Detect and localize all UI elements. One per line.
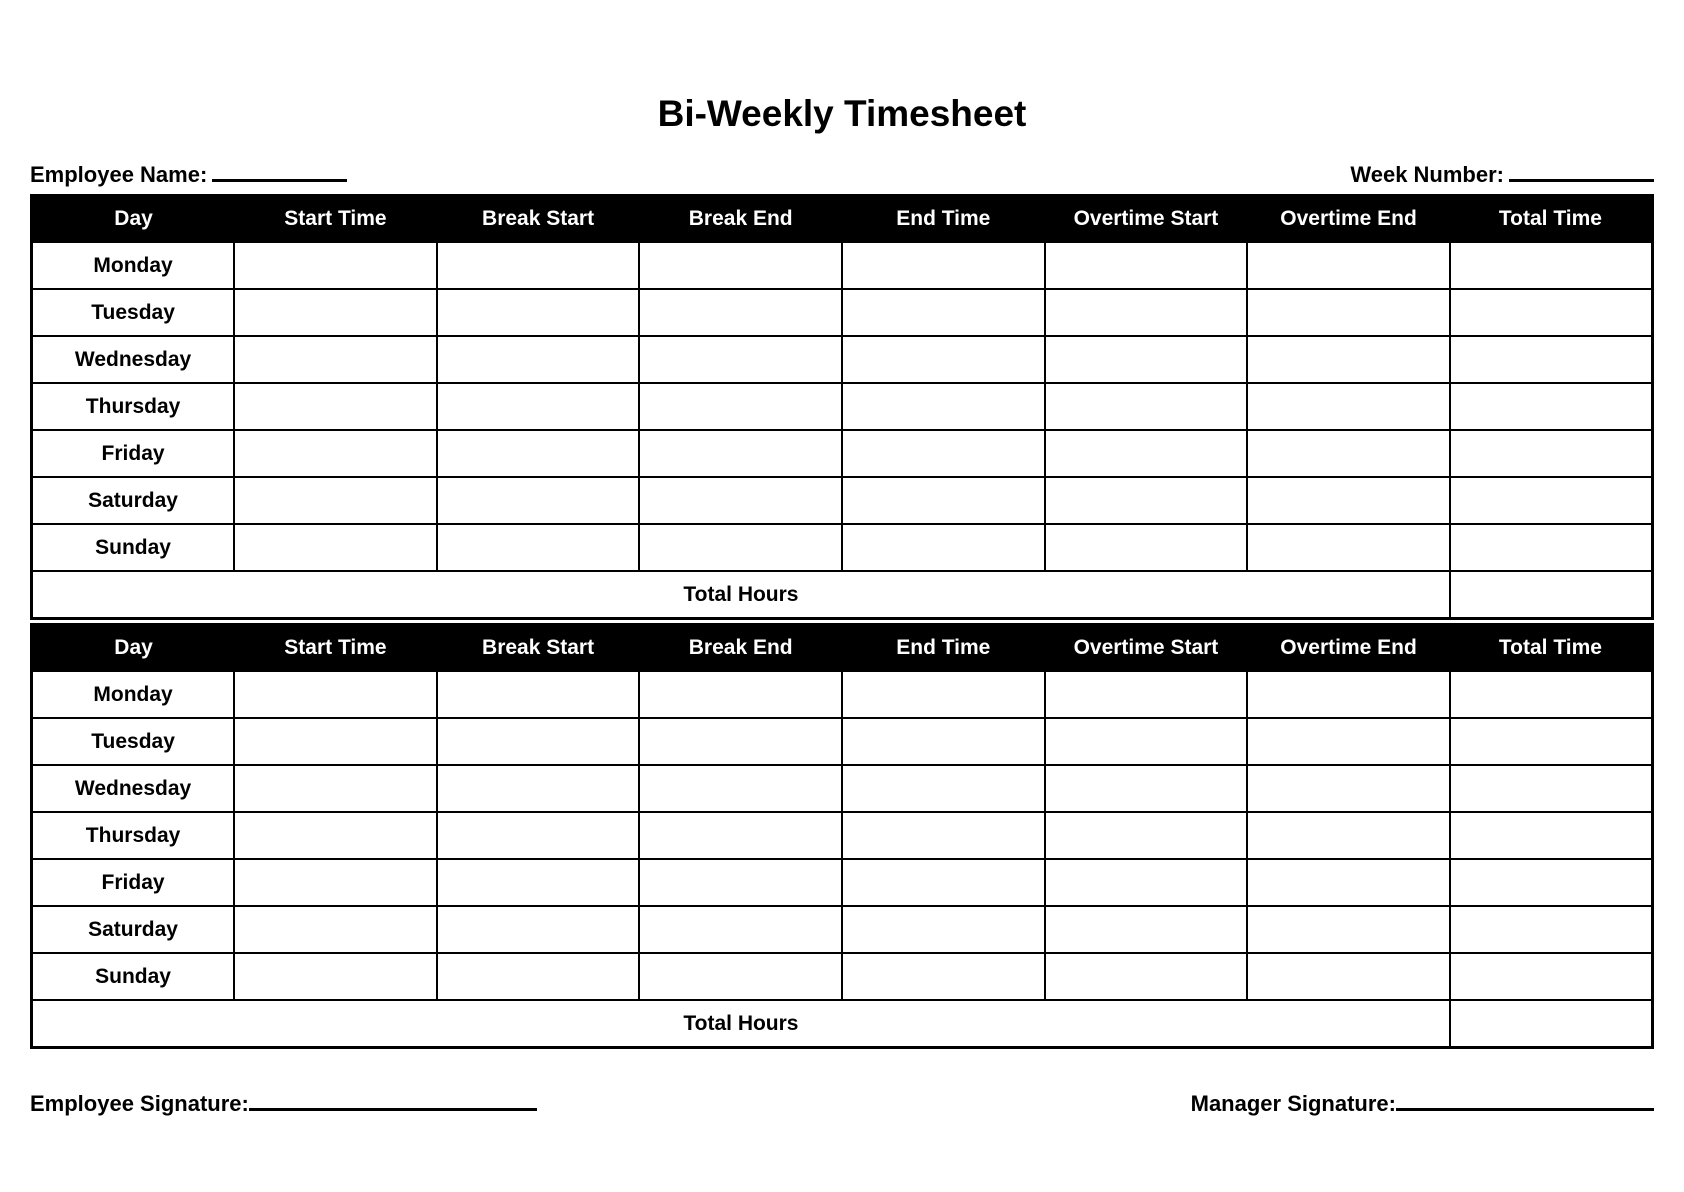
employee-signature-label: Employee Signature:: [30, 1090, 249, 1116]
day-label-tuesday: Tuesday: [32, 289, 235, 336]
time-entry-cell-sunday-total-time[interactable]: [1450, 524, 1653, 571]
time-entry-cell-sunday-total-time[interactable]: [1450, 953, 1653, 1000]
time-entry-cell-wednesday-break-end[interactable]: [639, 765, 842, 812]
manager-signature-input-line[interactable]: [1396, 1107, 1654, 1111]
time-entry-cell-friday-total-time[interactable]: [1450, 430, 1653, 477]
column-header-break-end: Break End: [639, 624, 842, 671]
time-entry-cell-friday-overtime-end[interactable]: [1247, 859, 1450, 906]
day-label-friday: Friday: [32, 859, 235, 906]
time-entry-cell-thursday-overtime-start[interactable]: [1045, 383, 1248, 430]
day-label-tuesday: Tuesday: [32, 718, 235, 765]
time-entry-cell-wednesday-start-time[interactable]: [234, 765, 437, 812]
day-row-sunday: [32, 953, 1653, 1000]
employee-signature-input-line[interactable]: [249, 1107, 537, 1111]
time-entry-cell-monday-break-end[interactable]: [639, 671, 842, 718]
time-entry-cell-thursday-overtime-start[interactable]: [1045, 812, 1248, 859]
time-entry-cell-friday-overtime-start[interactable]: [1045, 430, 1248, 477]
time-entry-cell-saturday-break-start[interactable]: [437, 906, 640, 953]
time-entry-cell-saturday-overtime-start[interactable]: [1045, 906, 1248, 953]
day-label-sunday: Sunday: [32, 953, 235, 1000]
time-entry-cell-thursday-overtime-end[interactable]: [1247, 812, 1450, 859]
time-entry-cell-saturday-break-end[interactable]: [639, 906, 842, 953]
meta-row: [30, 162, 1654, 188]
page-title: Bi-Weekly Timesheet: [657, 93, 1027, 134]
time-entry-cell-thursday-break-start[interactable]: [437, 383, 640, 430]
day-label-thursday: Thursday: [32, 383, 235, 430]
day-row-friday: [32, 859, 1653, 906]
time-entry-cell-tuesday-overtime-end[interactable]: [1247, 718, 1450, 765]
time-entry-cell-monday-break-start[interactable]: [437, 671, 640, 718]
total-hours-label-cell: Total Hours: [32, 1000, 1450, 1047]
time-entry-cell-saturday-start-time[interactable]: [234, 477, 437, 524]
time-entry-cell-friday-break-start[interactable]: [437, 859, 640, 906]
time-entry-cell-saturday-total-time[interactable]: [1450, 477, 1653, 524]
time-entry-cell-friday-end-time[interactable]: [842, 859, 1045, 906]
week-number-label: Week Number:: [1350, 162, 1504, 188]
day-row-saturday: [32, 906, 1653, 953]
employee-name-label: Employee Name:: [30, 162, 208, 188]
time-entry-cell-sunday-break-end[interactable]: [639, 524, 842, 571]
time-entry-cell-wednesday-overtime-end[interactable]: [1247, 765, 1450, 812]
time-entry-cell-sunday-start-time[interactable]: [234, 953, 437, 1000]
column-header-start-time: Start Time: [234, 624, 437, 671]
time-entry-cell-thursday-break-end[interactable]: [639, 812, 842, 859]
time-entry-cell-tuesday-break-start[interactable]: [437, 289, 640, 336]
column-header-total-time: Total Time: [1450, 624, 1653, 671]
time-entry-cell-tuesday-start-time[interactable]: [234, 289, 437, 336]
time-entry-cell-thursday-start-time[interactable]: [234, 812, 437, 859]
employee-name-input-line[interactable]: [212, 178, 347, 182]
time-entry-cell-saturday-end-time[interactable]: [842, 477, 1045, 524]
time-entry-cell-saturday-overtime-end[interactable]: [1247, 906, 1450, 953]
column-header-overtime-start: Overtime Start: [1045, 195, 1248, 242]
time-entry-cell-monday-end-time[interactable]: [842, 671, 1045, 718]
time-entry-cell-monday-end-time[interactable]: [842, 242, 1045, 289]
day-label-friday: Friday: [32, 430, 235, 477]
time-entry-cell-friday-overtime-start[interactable]: [1045, 859, 1248, 906]
timesheet-table-week-2: [30, 623, 1654, 1049]
day-row-thursday: [32, 383, 1653, 430]
time-entry-cell-friday-break-start[interactable]: [437, 430, 640, 477]
day-label-saturday: Saturday: [32, 477, 235, 524]
day-row-friday: [32, 430, 1653, 477]
manager-signature-label: Manager Signature:: [1190, 1090, 1396, 1116]
column-header-overtime-end: Overtime End: [1247, 195, 1450, 242]
header-row: [32, 195, 1653, 242]
time-entry-cell-monday-start-time[interactable]: [234, 242, 437, 289]
total-hours-label-cell: Total Hours: [32, 571, 1450, 618]
time-entry-cell-tuesday-start-time[interactable]: [234, 718, 437, 765]
time-entry-cell-tuesday-break-end[interactable]: [639, 289, 842, 336]
time-entry-cell-thursday-end-time[interactable]: [842, 383, 1045, 430]
column-header-end-time: End Time: [842, 624, 1045, 671]
time-entry-cell-monday-total-time[interactable]: [1450, 242, 1653, 289]
column-header-end-time: End Time: [842, 195, 1045, 242]
time-entry-cell-monday-break-end[interactable]: [639, 242, 842, 289]
time-entry-cell-wednesday-start-time[interactable]: [234, 336, 437, 383]
time-entry-cell-thursday-start-time[interactable]: [234, 383, 437, 430]
time-entry-cell-thursday-total-time[interactable]: [1450, 383, 1653, 430]
day-row-monday: [32, 671, 1653, 718]
time-entry-cell-sunday-break-end[interactable]: [639, 953, 842, 1000]
time-entry-cell-friday-break-end[interactable]: [639, 859, 842, 906]
time-entry-cell-tuesday-end-time[interactable]: [842, 718, 1045, 765]
time-entry-cell-wednesday-end-time[interactable]: [842, 336, 1045, 383]
time-entry-cell-sunday-end-time[interactable]: [842, 524, 1045, 571]
signature-row: [30, 1091, 1654, 1117]
column-header-break-start: Break Start: [437, 195, 640, 242]
time-entry-cell-tuesday-overtime-end[interactable]: [1247, 289, 1450, 336]
time-entry-cell-saturday-end-time[interactable]: [842, 906, 1045, 953]
time-entry-cell-tuesday-total-time[interactable]: [1450, 718, 1653, 765]
time-entry-cell-wednesday-overtime-start[interactable]: [1045, 765, 1248, 812]
day-row-saturday: [32, 477, 1653, 524]
day-row-wednesday: [32, 765, 1653, 812]
time-entry-cell-monday-overtime-start[interactable]: [1045, 671, 1248, 718]
time-entry-cell-friday-total-time[interactable]: [1450, 859, 1653, 906]
header-row: [32, 624, 1653, 671]
employee-name-field: [30, 162, 347, 188]
time-entry-cell-thursday-break-start[interactable]: [437, 812, 640, 859]
time-entry-cell-wednesday-overtime-end[interactable]: [1247, 336, 1450, 383]
total-hours-row: [32, 571, 1653, 618]
total-hours-value-cell[interactable]: [1450, 1000, 1653, 1047]
time-entry-cell-saturday-overtime-end[interactable]: [1247, 477, 1450, 524]
time-entry-cell-saturday-total-time[interactable]: [1450, 906, 1653, 953]
total-hours-value-cell[interactable]: [1450, 571, 1653, 618]
time-entry-cell-monday-overtime-start[interactable]: [1045, 242, 1248, 289]
column-header-day: Day: [32, 195, 235, 242]
time-entry-cell-monday-break-start[interactable]: [437, 242, 640, 289]
time-entry-cell-sunday-break-start[interactable]: [437, 524, 640, 571]
time-entry-cell-wednesday-end-time[interactable]: [842, 765, 1045, 812]
time-entry-cell-tuesday-total-time[interactable]: [1450, 289, 1653, 336]
column-header-break-end: Break End: [639, 195, 842, 242]
time-entry-cell-thursday-end-time[interactable]: [842, 812, 1045, 859]
time-entry-cell-sunday-overtime-end[interactable]: [1247, 953, 1450, 1000]
time-entry-cell-thursday-overtime-end[interactable]: [1247, 383, 1450, 430]
time-entry-cell-sunday-overtime-start[interactable]: [1045, 953, 1248, 1000]
timesheet-tables: [30, 194, 1654, 1049]
time-entry-cell-sunday-start-time[interactable]: [234, 524, 437, 571]
day-label-sunday: Sunday: [32, 524, 235, 571]
time-entry-cell-tuesday-end-time[interactable]: [842, 289, 1045, 336]
time-entry-cell-sunday-break-start[interactable]: [437, 953, 640, 1000]
time-entry-cell-friday-end-time[interactable]: [842, 430, 1045, 477]
column-header-start-time: Start Time: [234, 195, 437, 242]
time-entry-cell-wednesday-break-end[interactable]: [639, 336, 842, 383]
time-entry-cell-saturday-break-end[interactable]: [639, 477, 842, 524]
time-entry-cell-thursday-break-end[interactable]: [639, 383, 842, 430]
manager-signature-field: [1191, 1091, 1654, 1117]
time-entry-cell-wednesday-break-start[interactable]: [437, 336, 640, 383]
time-entry-cell-wednesday-total-time[interactable]: [1450, 336, 1653, 383]
total-hours-row: [32, 1000, 1653, 1047]
time-entry-cell-sunday-overtime-start[interactable]: [1045, 524, 1248, 571]
column-header-total-time: Total Time: [1450, 195, 1653, 242]
day-label-thursday: Thursday: [32, 812, 235, 859]
time-entry-cell-sunday-end-time[interactable]: [842, 953, 1045, 1000]
time-entry-cell-monday-total-time[interactable]: [1450, 671, 1653, 718]
time-entry-cell-wednesday-total-time[interactable]: [1450, 765, 1653, 812]
time-entry-cell-tuesday-overtime-start[interactable]: [1045, 718, 1248, 765]
day-row-tuesday: [32, 718, 1653, 765]
time-entry-cell-saturday-break-start[interactable]: [437, 477, 640, 524]
day-label-saturday: Saturday: [32, 906, 235, 953]
day-row-tuesday: [32, 289, 1653, 336]
time-entry-cell-monday-overtime-end[interactable]: [1247, 671, 1450, 718]
column-header-overtime-end: Overtime End: [1247, 624, 1450, 671]
time-entry-cell-monday-start-time[interactable]: [234, 671, 437, 718]
day-label-monday: Monday: [32, 242, 235, 289]
time-entry-cell-thursday-total-time[interactable]: [1450, 812, 1653, 859]
column-header-overtime-start: Overtime Start: [1045, 624, 1248, 671]
day-row-wednesday: [32, 336, 1653, 383]
time-entry-cell-saturday-overtime-start[interactable]: [1045, 477, 1248, 524]
column-header-day: Day: [32, 624, 235, 671]
time-entry-cell-tuesday-break-end[interactable]: [639, 718, 842, 765]
time-entry-cell-friday-break-end[interactable]: [639, 430, 842, 477]
time-entry-cell-saturday-start-time[interactable]: [234, 906, 437, 953]
time-entry-cell-monday-overtime-end[interactable]: [1247, 242, 1450, 289]
day-label-wednesday: Wednesday: [32, 336, 235, 383]
time-entry-cell-wednesday-overtime-start[interactable]: [1045, 336, 1248, 383]
day-label-wednesday: Wednesday: [32, 765, 235, 812]
day-row-thursday: [32, 812, 1653, 859]
time-entry-cell-tuesday-overtime-start[interactable]: [1045, 289, 1248, 336]
day-row-sunday: [32, 524, 1653, 571]
column-header-break-start: Break Start: [437, 624, 640, 671]
time-entry-cell-sunday-overtime-end[interactable]: [1247, 524, 1450, 571]
time-entry-cell-wednesday-break-start[interactable]: [437, 765, 640, 812]
employee-signature-field: [30, 1091, 537, 1117]
day-label-monday: Monday: [32, 671, 235, 718]
time-entry-cell-friday-overtime-end[interactable]: [1247, 430, 1450, 477]
time-entry-cell-tuesday-break-start[interactable]: [437, 718, 640, 765]
time-entry-cell-friday-start-time[interactable]: [234, 859, 437, 906]
timesheet-table-week-1: [30, 194, 1654, 620]
time-entry-cell-friday-start-time[interactable]: [234, 430, 437, 477]
week-number-input-line[interactable]: [1509, 178, 1654, 182]
day-row-monday: [32, 242, 1653, 289]
week-number-field: [1350, 162, 1654, 188]
